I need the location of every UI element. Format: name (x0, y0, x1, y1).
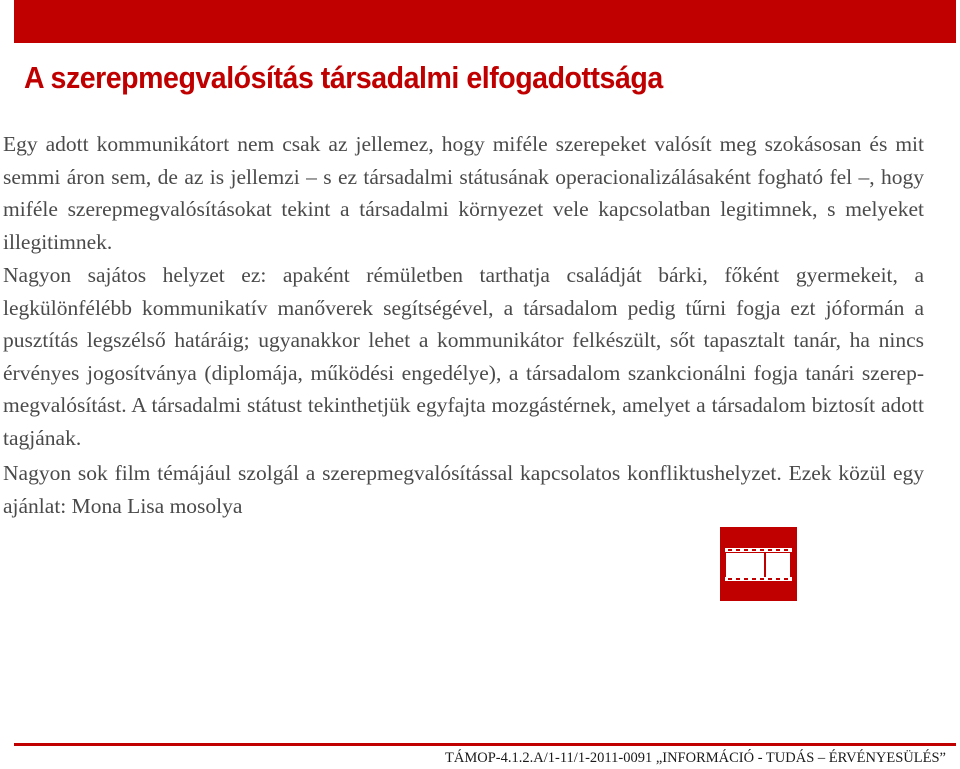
film-strip-icon[interactable] (720, 527, 797, 601)
footer-bar (14, 743, 956, 746)
slide-title: A szerepmegvalósítás társadalmi elfogadottsága (24, 60, 663, 95)
paragraph-2: Nagyon sajátos helyzet ez: apaként rémületben tarthatja családját bárki, főként gyermekeit, a legkülönfélébb kommunikatív manőverek segítségével, a társadalom pedig tűrni fogja ezt jóformán a pusztítás legszélső határáig; ugyanakkor lehet a kommunikátor felkészült, sőt tapasztalt tanár, ha nincs érvényes jogosítványa (diplomája, működési engedélye), a társadalom szankcionálni fogja tanári szerepmegvalósítást. A társadalmi státust tekinthetjük egyfajta mozgástérnek, amelyet a társadalom biztosít adott tagjának. (3, 263, 924, 450)
footer-project-code: TÁMOP-4.1.2.A/1-11/1-2011-0091 „INFORMÁCIÓ - TUDÁS – ÉRVÉNYESÜLÉS” (445, 750, 946, 766)
paragraph-3: Nagyon sok film témájául szolgál a szerepmegvalósítással kapcsolatos konfliktushelyzet. Ezek közül egy ajánlat: Mona Lisa mosolya (3, 461, 924, 518)
header-bar (14, 0, 956, 43)
film-strip-graphic (720, 527, 797, 601)
slide-body (3, 128, 924, 522)
paragraph-1: Egy adott kommunikátort nem csak az jellemez, hogy miféle szerepeket valósít meg szokásosan és mit semmi áron sem, de az is jellemzi – s ez társadalmi státusának operacionalizálásaként fogható fel –, hogy miféle szerepmegvalósításokat tekint a társadalmi környezet vele kapcsolatban legitimnek, s melyeket illegitimnek. (3, 132, 924, 254)
